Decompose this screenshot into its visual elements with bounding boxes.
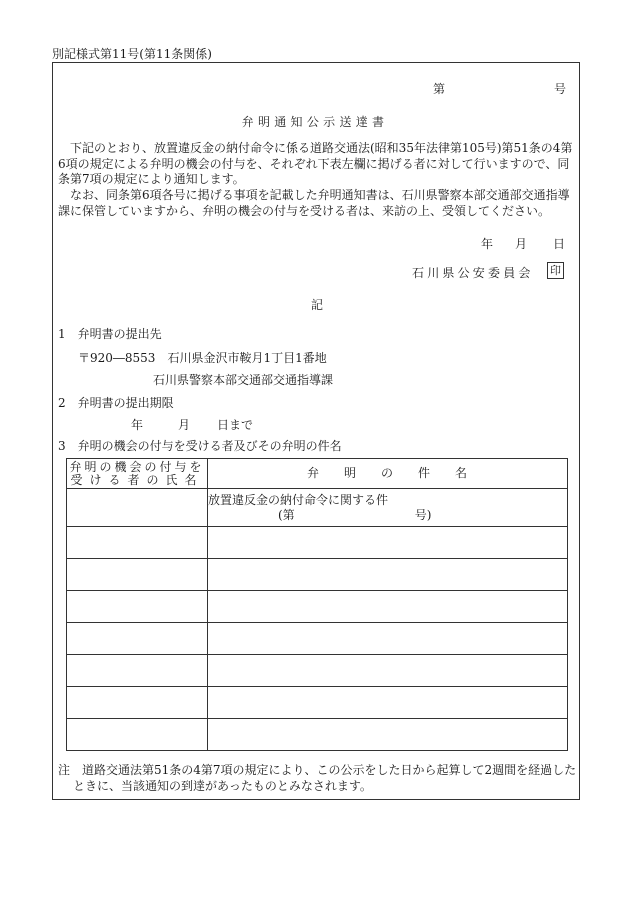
- table-row: [67, 655, 568, 687]
- case-title-cell[interactable]: [208, 559, 568, 591]
- table-row: [67, 623, 568, 655]
- issuer-name: 石川県公安委員会: [412, 266, 534, 280]
- case-title-cell[interactable]: [208, 623, 568, 655]
- body-paragraph-2: なお、同条第6項各号に掲げる事項を記載した弁明通知書は、石川県警察本部交通部交通指導課に保管していますから、弁明の機会の付与を受ける者は、来訪の上、受領してください。: [58, 188, 570, 218]
- ki-heading: 記: [311, 298, 324, 312]
- table-row: [67, 719, 568, 751]
- date-day-label: 日: [553, 237, 566, 251]
- case-header-char: 件: [418, 466, 432, 480]
- table-row: [67, 591, 568, 623]
- case-title-text: 放置違反金の納付命令に関する件: [208, 492, 389, 507]
- recipients-table: [66, 458, 568, 751]
- case-title-cell[interactable]: [208, 655, 568, 687]
- recipient-name-column-header: [67, 459, 208, 489]
- case-title-cell: [208, 489, 568, 527]
- recipient-name-cell[interactable]: [67, 623, 208, 655]
- recipient-name-cell[interactable]: [67, 655, 208, 687]
- case-number-open: (第: [278, 507, 295, 522]
- recipient-name-cell[interactable]: [67, 489, 208, 527]
- section1-address-line1: 〒920―8553 石川県金沢市鞍月1丁目1番地: [78, 351, 327, 365]
- case-title-cell[interactable]: [208, 591, 568, 623]
- case-header-char: 名: [455, 466, 469, 480]
- case-header-char: 明: [343, 466, 357, 480]
- recipient-name-cell[interactable]: [67, 719, 208, 751]
- case-title-column-header: [208, 459, 568, 489]
- section2-heading: 2 弁明書の提出期限: [58, 396, 174, 410]
- case-title-cell[interactable]: [208, 719, 568, 751]
- recipient-name-cell[interactable]: [67, 591, 208, 623]
- recipient-name-cell[interactable]: [67, 687, 208, 719]
- case-title-cell[interactable]: [208, 687, 568, 719]
- recipient-header-line2: 受ける者の氏名: [70, 472, 204, 487]
- body-paragraph-1: 下記のとおり、放置違反金の納付命令に係る道路交通法(昭和35年法律第105号)第51条の4第6項の規定による弁明の機会の付与を、それぞれ下表左欄に掲げる者に対して行いますので、同条第7項の規定により通知します。: [58, 141, 573, 186]
- table-row: [67, 489, 568, 527]
- seal-mark: 印: [547, 262, 564, 279]
- document-number-suffix: 号: [554, 82, 567, 96]
- case-title-cell[interactable]: [208, 527, 568, 559]
- date-month-label: 月: [515, 237, 528, 251]
- case-header-char: の: [380, 466, 394, 480]
- footnote: 注 道路交通法第51条の4第7項の規定により、この公示をした日から起算して2週間を経過したときに、当該通知の到達があったものとみなされます。: [58, 763, 577, 793]
- case-number-close: 号): [414, 507, 432, 522]
- deadline-year-label: 年: [131, 418, 144, 432]
- recipient-name-cell[interactable]: [67, 559, 208, 591]
- document-number-prefix: 第: [433, 82, 446, 96]
- date-year-label: 年: [481, 237, 494, 251]
- section1-address-line2: 石川県警察本部交通部交通指導課: [153, 373, 334, 387]
- deadline-month-label: 月: [178, 418, 191, 432]
- document-title: 弁明通知公示送達書: [241, 115, 389, 129]
- section1-heading: 1 弁明書の提出先: [58, 327, 162, 341]
- recipient-name-cell[interactable]: [67, 527, 208, 559]
- form-number-label: 別記様式第11号(第11条関係): [52, 47, 212, 61]
- table-row: [67, 687, 568, 719]
- section3-heading: 3 弁明の機会の付与を受ける者及びその弁明の件名: [58, 439, 342, 453]
- table-row: [67, 527, 568, 559]
- table-row: [67, 559, 568, 591]
- deadline-day-label: 日まで: [217, 418, 254, 432]
- recipient-header-line1: 弁明の機会の付与を: [69, 459, 205, 474]
- case-header-char: 弁: [306, 466, 320, 480]
- table-header-row: [67, 459, 568, 489]
- case-number-line: [208, 508, 567, 523]
